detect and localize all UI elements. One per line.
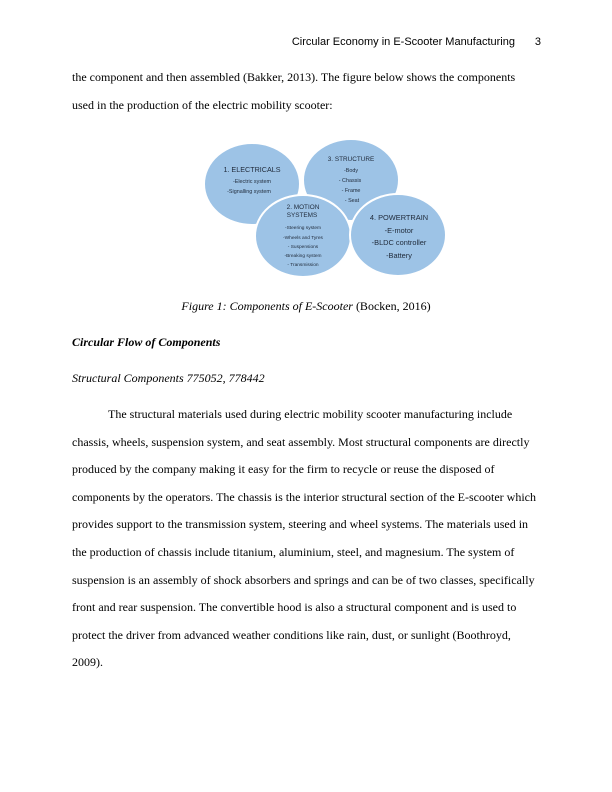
text-line: 2009). <box>72 655 103 670</box>
motion-item: - Transmission <box>287 263 319 268</box>
structure-item: - Seat <box>344 198 360 204</box>
motion-title: 2. MOTION <box>286 204 320 211</box>
electricals-item: -Signalling system <box>227 189 271 195</box>
caption-label: Figure 1: Components of E-Scooter <box>181 299 353 313</box>
motion-item: -Steering system <box>285 226 321 231</box>
text-line: suspension is an assembly of shock absorbers and springs and can be of two classes, specifically <box>72 572 535 587</box>
structure-title: 3. STRUCTURE <box>327 156 375 163</box>
text-line: the component and then assembled (Bakker, 2013). The figure below shows the components <box>72 70 516 84</box>
text-line: chassis, wheels, suspension system, and seat assembly. Most structural components are directly <box>72 434 530 449</box>
text-line: the production of chassis include titanium, aluminium, steel, and magnesium. The system of <box>72 544 515 559</box>
subsection-heading: Structural Components 775052, 778442 <box>72 371 265 385</box>
structure-item: -Body <box>343 168 359 174</box>
venn-svg <box>196 136 452 288</box>
motion-item: -Breaking system <box>284 254 322 259</box>
motion-item: -Wheels and Tyres <box>283 236 323 241</box>
text-line: components by the operators. The chassis is the interior structural section of the E-scooter which <box>72 489 536 504</box>
text-line: produced by the company making it easy for the firm to recycle or reuse the disposed of <box>72 462 495 477</box>
structure-item: - Chassis <box>338 178 362 184</box>
running-head-title: Circular Economy in E-Scooter Manufacturing <box>291 36 515 48</box>
powertrain-item: -BLDC controller <box>371 238 427 247</box>
text-line: The structural materials used during electric mobility scooter manufacturing include <box>108 407 513 421</box>
text-line: provides support to the transmission system, steering and wheel systems. The materials used in <box>72 517 529 532</box>
figure-caption <box>72 293 540 321</box>
circle-powertrain <box>350 194 446 276</box>
running-head <box>0 36 612 52</box>
powertrain-item: -Battery <box>386 251 412 260</box>
motion-item: - Suspensions <box>287 245 319 250</box>
intro-paragraph <box>72 64 540 119</box>
motion-title: SYSTEMS <box>286 212 318 219</box>
text-line: front and rear suspension. The convertible hood is also a structural component and is used to <box>72 600 517 615</box>
text-line: protect the driver from advanced weather conditions like rain, dust, or sunlight (Boothroyd, <box>72 627 511 642</box>
body-paragraph <box>72 401 540 677</box>
caption-citation: (Bocken, 2016) <box>352 299 431 313</box>
electricals-title: 1. ELECTRICALS <box>223 165 281 174</box>
electricals-item: -Electric system <box>232 179 272 185</box>
components-venn-diagram <box>196 136 452 288</box>
page-number: 3 <box>534 36 541 48</box>
powertrain-title: 4. POWERTRAIN <box>369 213 429 222</box>
powertrain-item: -E-motor <box>384 226 414 235</box>
structure-item: - Frame <box>341 188 361 194</box>
section-heading: Circular Flow of Components <box>72 335 221 349</box>
text-line: used in the production of the electric mobility scooter: <box>72 97 333 112</box>
